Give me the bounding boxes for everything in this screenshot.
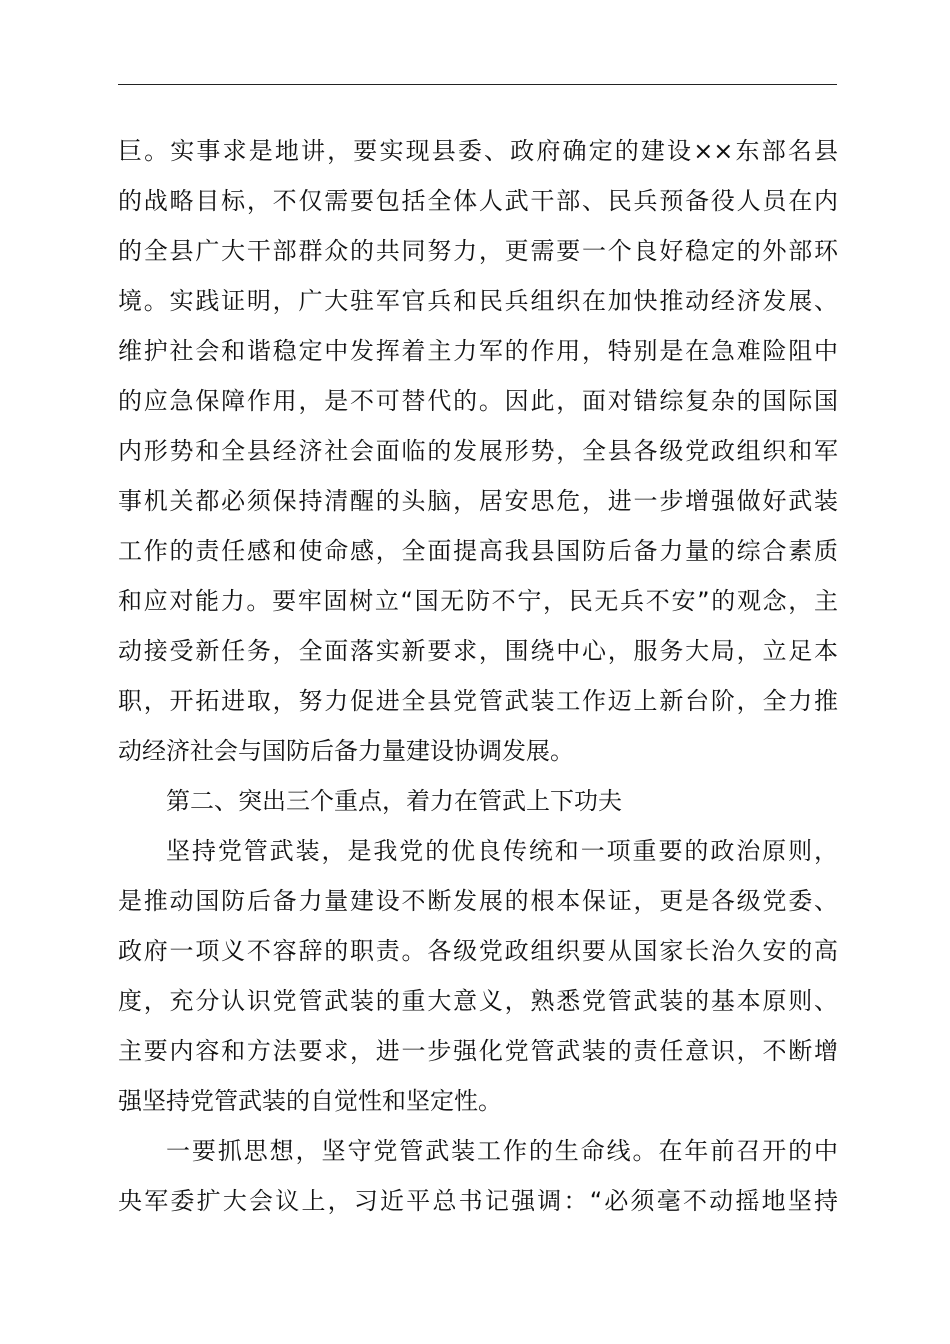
text-line: 坚持党管武装，是我党的优良传统和一项重要的政治原则， [166,837,838,865]
body-text [118,126,838,1226]
text-line: 动经济社会与国防后备力量建设协调发展。 [118,737,574,765]
text-line: 动接受新任务，全面落实新要求，围绕中心，服务大局，立足本 [118,637,838,665]
text-line: 境。实践证明，广大驻军官兵和民兵组织在加快推动经济发展、 [118,287,838,315]
text-line: 一要抓思想，坚守党管武装工作的生命线。在年前召开的中 [166,1137,838,1165]
text-line: 强坚持党管武装的自觉性和坚定性。 [118,1087,502,1115]
text-line: 维护社会和谐稳定中发挥着主力军的作用，特别是在急难险阻中 [118,337,838,365]
section-heading: 第二、突出三个重点，着力在管武上下功夫 [166,787,622,815]
text-line: 的应急保障作用，是不可替代的。因此，面对错综复杂的国际国 [118,387,838,415]
text-line: 和应对能力。要牢固树立“国无防不宁，民无兵不安”的观念，主 [118,587,838,615]
text-line: 的全县广大干部群众的共同努力，更需要一个良好稳定的外部环 [118,237,838,265]
text-line: 是推动国防后备力量建设不断发展的根本保证，更是各级党委、 [118,887,838,915]
text-line: 内形势和全县经济社会面临的发展形势，全县各级党政组织和军 [118,437,838,465]
text-line: 主要内容和方法要求，进一步强化党管武装的责任意识，不断增 [118,1037,838,1065]
text-line: 巨。实事求是地讲，要实现县委、政府确定的建设××东部名县 [118,137,838,165]
header-rule [118,84,837,85]
text-line: 工作的责任感和使命感，全面提高我县国防后备力量的综合素质 [118,537,838,565]
text-line: 政府一项义不容辞的职责。各级党政组织要从国家长治久安的高 [118,937,838,965]
text-line: 度，充分认识党管武装的重大意义，熟悉党管武装的基本原则、 [118,987,838,1015]
text-line: 事机关都必须保持清醒的头脑，居安思危，进一步增强做好武装 [118,487,838,515]
text-line: 央军委扩大会议上，习近平总书记强调：“必须毫不动摇地坚持 [118,1187,838,1215]
text-line: 职，开拓进取，努力促进全县党管武装工作迈上新台阶，全力推 [118,687,838,715]
text-line: 的战略目标，不仅需要包括全体人武干部、民兵预备役人员在内 [118,187,838,215]
